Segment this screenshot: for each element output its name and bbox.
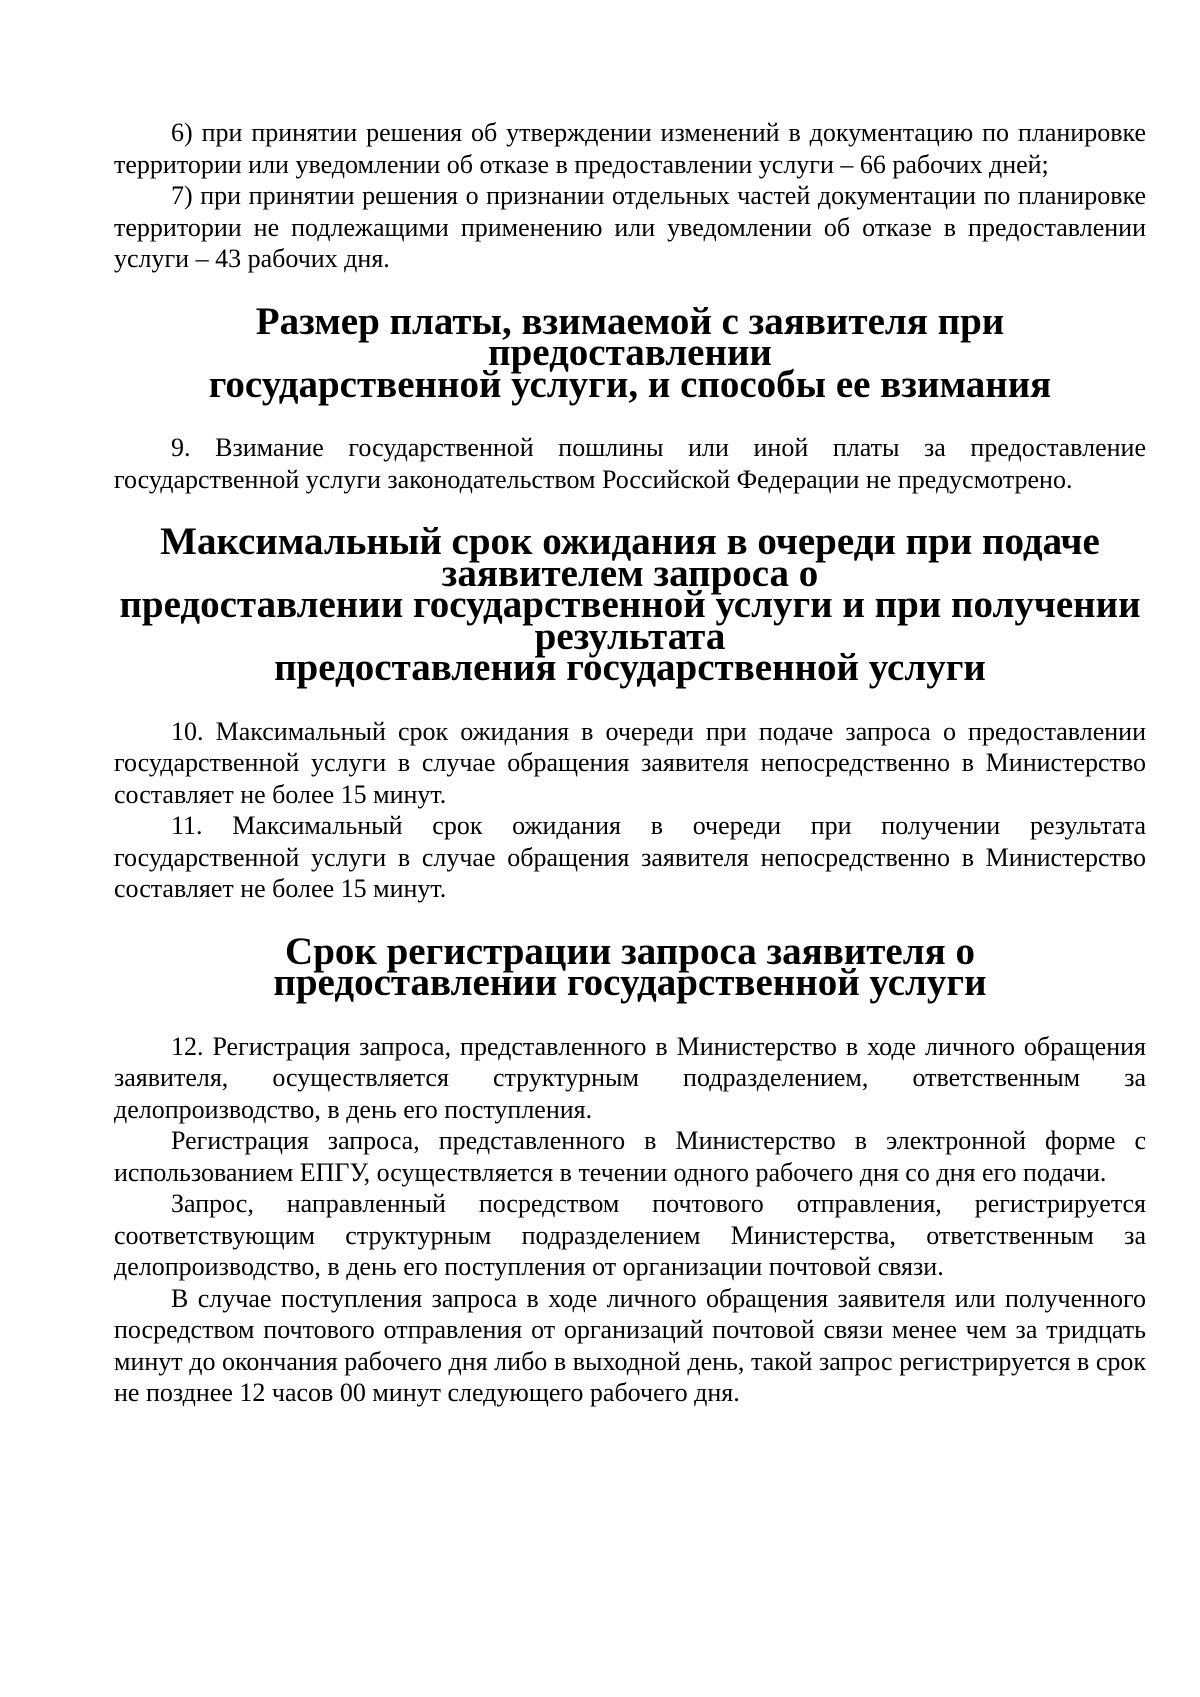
heading-line: государственной услуги, и способы ее взимания [208,362,1052,406]
paragraph-12-postal: Запрос, направленный посредством почтового отправления, регистрируется соответствующим структурным подразделением Министерства, ответственным за делопроизводство, в день его поступления от организации почтовой связи. [114,1189,1146,1281]
heading-line: Максимальный срок ожидания в очереди при подаче заявителем запроса о [160,520,1100,595]
heading-line: предоставления государственной услуги [274,646,986,689]
paragraph-12-late-receipt: В случае поступления запроса в ходе личного обращения заявителя или полученного посредством почтового отправления от организаций почтовой связи менее чем за тридцать минут до окончания рабочего дня либо в выходной день, такой запрос регистрируется в срок не позднее 12 часов 00 минут следующего рабочего дня. [114,1283,1146,1407]
section-heading-queue-time [114,520,1146,689]
heading-line: Размер платы, взимаемой с заявителя при предоставлении [255,299,1005,374]
section-heading-registration [114,929,1146,1004]
paragraph-11: 11. Максимальный срок ожидания в очереди при получении результата государственной услуги в случае обращения заявителя непосредственно в Министерство составляет не более 15 минут. [114,811,1146,903]
heading-line: предоставлении государственной услуги и при получении результата [119,583,1141,658]
paragraph-item-6: 6) при принятии решения об утверждении изменений в документацию по планировке территории или уведомлении об отказе в предоставлении услуги – 66 рабочих дней; [114,118,1146,179]
document-body [114,117,1146,1409]
heading-line: предоставлении государственной услуги [273,961,987,1004]
section-heading-fee [114,299,1146,406]
paragraph-12: 12. Регистрация запроса, представленного в Министерство в ходе личного обращения заявителя, осуществляется структурным подразделением, ответственным за делопроизводство, в день его поступления. [114,1031,1146,1124]
heading-line: Срок регистрации запроса заявителя о [285,929,975,973]
paragraph-12-electronic: Регистрация запроса, представленного в Министерство в электронной форме с использованием ЕПГУ, осуществляется в течении одного рабочего дня со дня его подачи. [114,1126,1146,1187]
paragraph-9: 9. Взимание государственной пошлины или иной платы за предоставление государственной услуги законодательством Российской Федерации не предусмотрено. [114,433,1146,494]
paragraph-item-7: 7) при принятии решения о признании отдельных частей документации по планировке территории не подлежащими применению или уведомлении об отказе в предоставлении услуги – 43 рабочих дня. [114,181,1146,273]
paragraph-10: 10. Максимальный срок ожидания в очереди при подаче запроса о предоставлении государственной услуги в случае обращения заявителя непосредственно в Министерство составляет не более 15 минут. [114,716,1146,809]
